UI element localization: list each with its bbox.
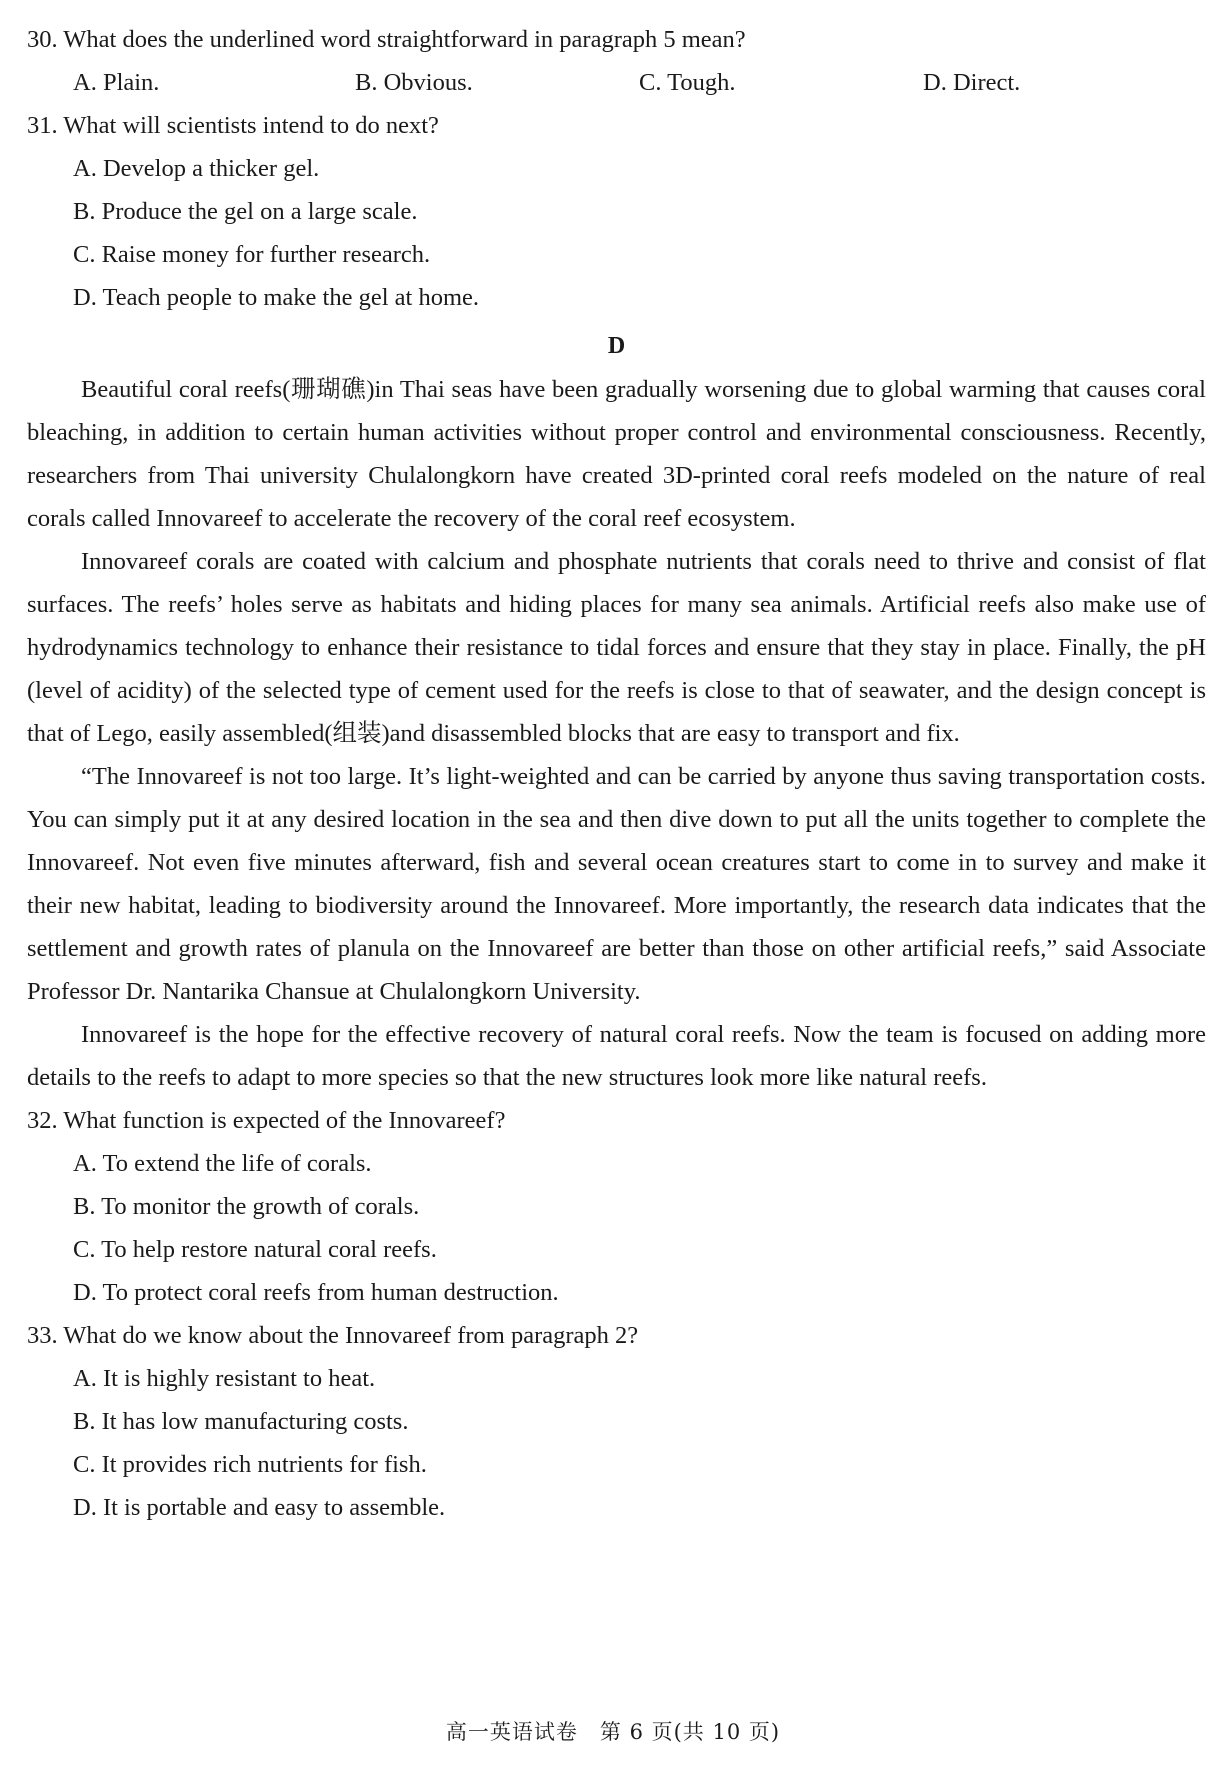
passage-paragraph-3: “The Innovareef is not too large. It’s light-weighted and can be carried by anyone thus saving transportation costs. You can simply put it at any desired location in the sea and then dive down to put all the units together to complete the Innovareef. Not even five minutes afterward, fish and several ocean creatures start to come in to survey and make it their new habitat, leading to biodiversity around the Innovareef. More importantly, the research data indicates that the settlement and growth rates of planula on the Innovareef are better than those on other artificial reefs,” said Associate Professor Dr. Nantarika Chansue at Chulalongkorn University. (27, 763, 1206, 1005)
option-c: C. It provides rich nutrients for fish. (73, 1451, 427, 1478)
passage-paragraph-2: Innovareef corals are coated with calcium and phosphate nutrients that corals need to thrive and consist of flat surfaces. The reefs’ holes serve as habitats and hiding places for many sea animals. Artificial reefs also make use of hydrodynamics technology to enhance their resistance to tidal forces and ensure that they stay in place. Finally, the pH (level of acidity) of the selected type of cement used for the reefs is close to that of seawater, and the design concept is that of Lego, easily assembled(组装)and disassembled blocks that are easy to transport and fix. (27, 548, 1206, 747)
question-30-options (27, 61, 1206, 104)
option-b: B. Obvious. (355, 69, 473, 96)
question-33-stem: 33. What do we know about the Innovareef from paragraph 2? (27, 1322, 639, 1349)
question-32-stem: 32. What function is expected of the Innovareef? (27, 1107, 506, 1134)
exam-page (27, 18, 1206, 1529)
passage-paragraph-1: Beautiful coral reefs(珊瑚礁)in Thai seas have been gradually worsening due to global warming that causes coral bleaching, in addition to certain human activities without proper control and environmental consciousness. Recently, researchers from Thai university Chulalongkorn have created 3D-printed coral reefs modeled on the nature of real corals called Innovareef to accelerate the recovery of the coral reef ecosystem. (27, 376, 1206, 532)
option-a: A. Plain. (73, 69, 160, 96)
option-a: A. It is highly resistant to heat. (73, 1365, 376, 1392)
option-c: C. To help restore natural coral reefs. (73, 1236, 437, 1263)
option-c: C. Tough. (639, 69, 736, 96)
passage-paragraph-4: Innovareef is the hope for the effective recovery of natural coral reefs. Now the team is focused on adding more details to the reefs to adapt to more species so that the new structures look more like natural reefs. (27, 1021, 1206, 1091)
option-b: B. To monitor the growth of corals. (73, 1193, 420, 1220)
option-a: A. To extend the life of corals. (73, 1150, 372, 1177)
option-d: D. Teach people to make the gel at home. (73, 284, 480, 311)
option-d: D. To protect coral reefs from human destruction. (73, 1279, 559, 1306)
option-c: C. Raise money for further research. (73, 241, 431, 268)
question-30-stem: 30. What does the underlined word straightforward in paragraph 5 mean? (27, 26, 746, 53)
option-d: D. Direct. (923, 69, 1021, 96)
option-b: B. It has low manufacturing costs. (73, 1408, 409, 1435)
section-heading: D (607, 333, 626, 359)
option-a: A. Develop a thicker gel. (73, 155, 320, 182)
page-footer: 高一英语试卷 第 6 页(共 10 页) (445, 1720, 781, 1744)
option-b: B. Produce the gel on a large scale. (73, 198, 418, 225)
option-d: D. It is portable and easy to assemble. (73, 1494, 446, 1521)
question-31-stem: 31. What will scientists intend to do next? (27, 112, 439, 139)
